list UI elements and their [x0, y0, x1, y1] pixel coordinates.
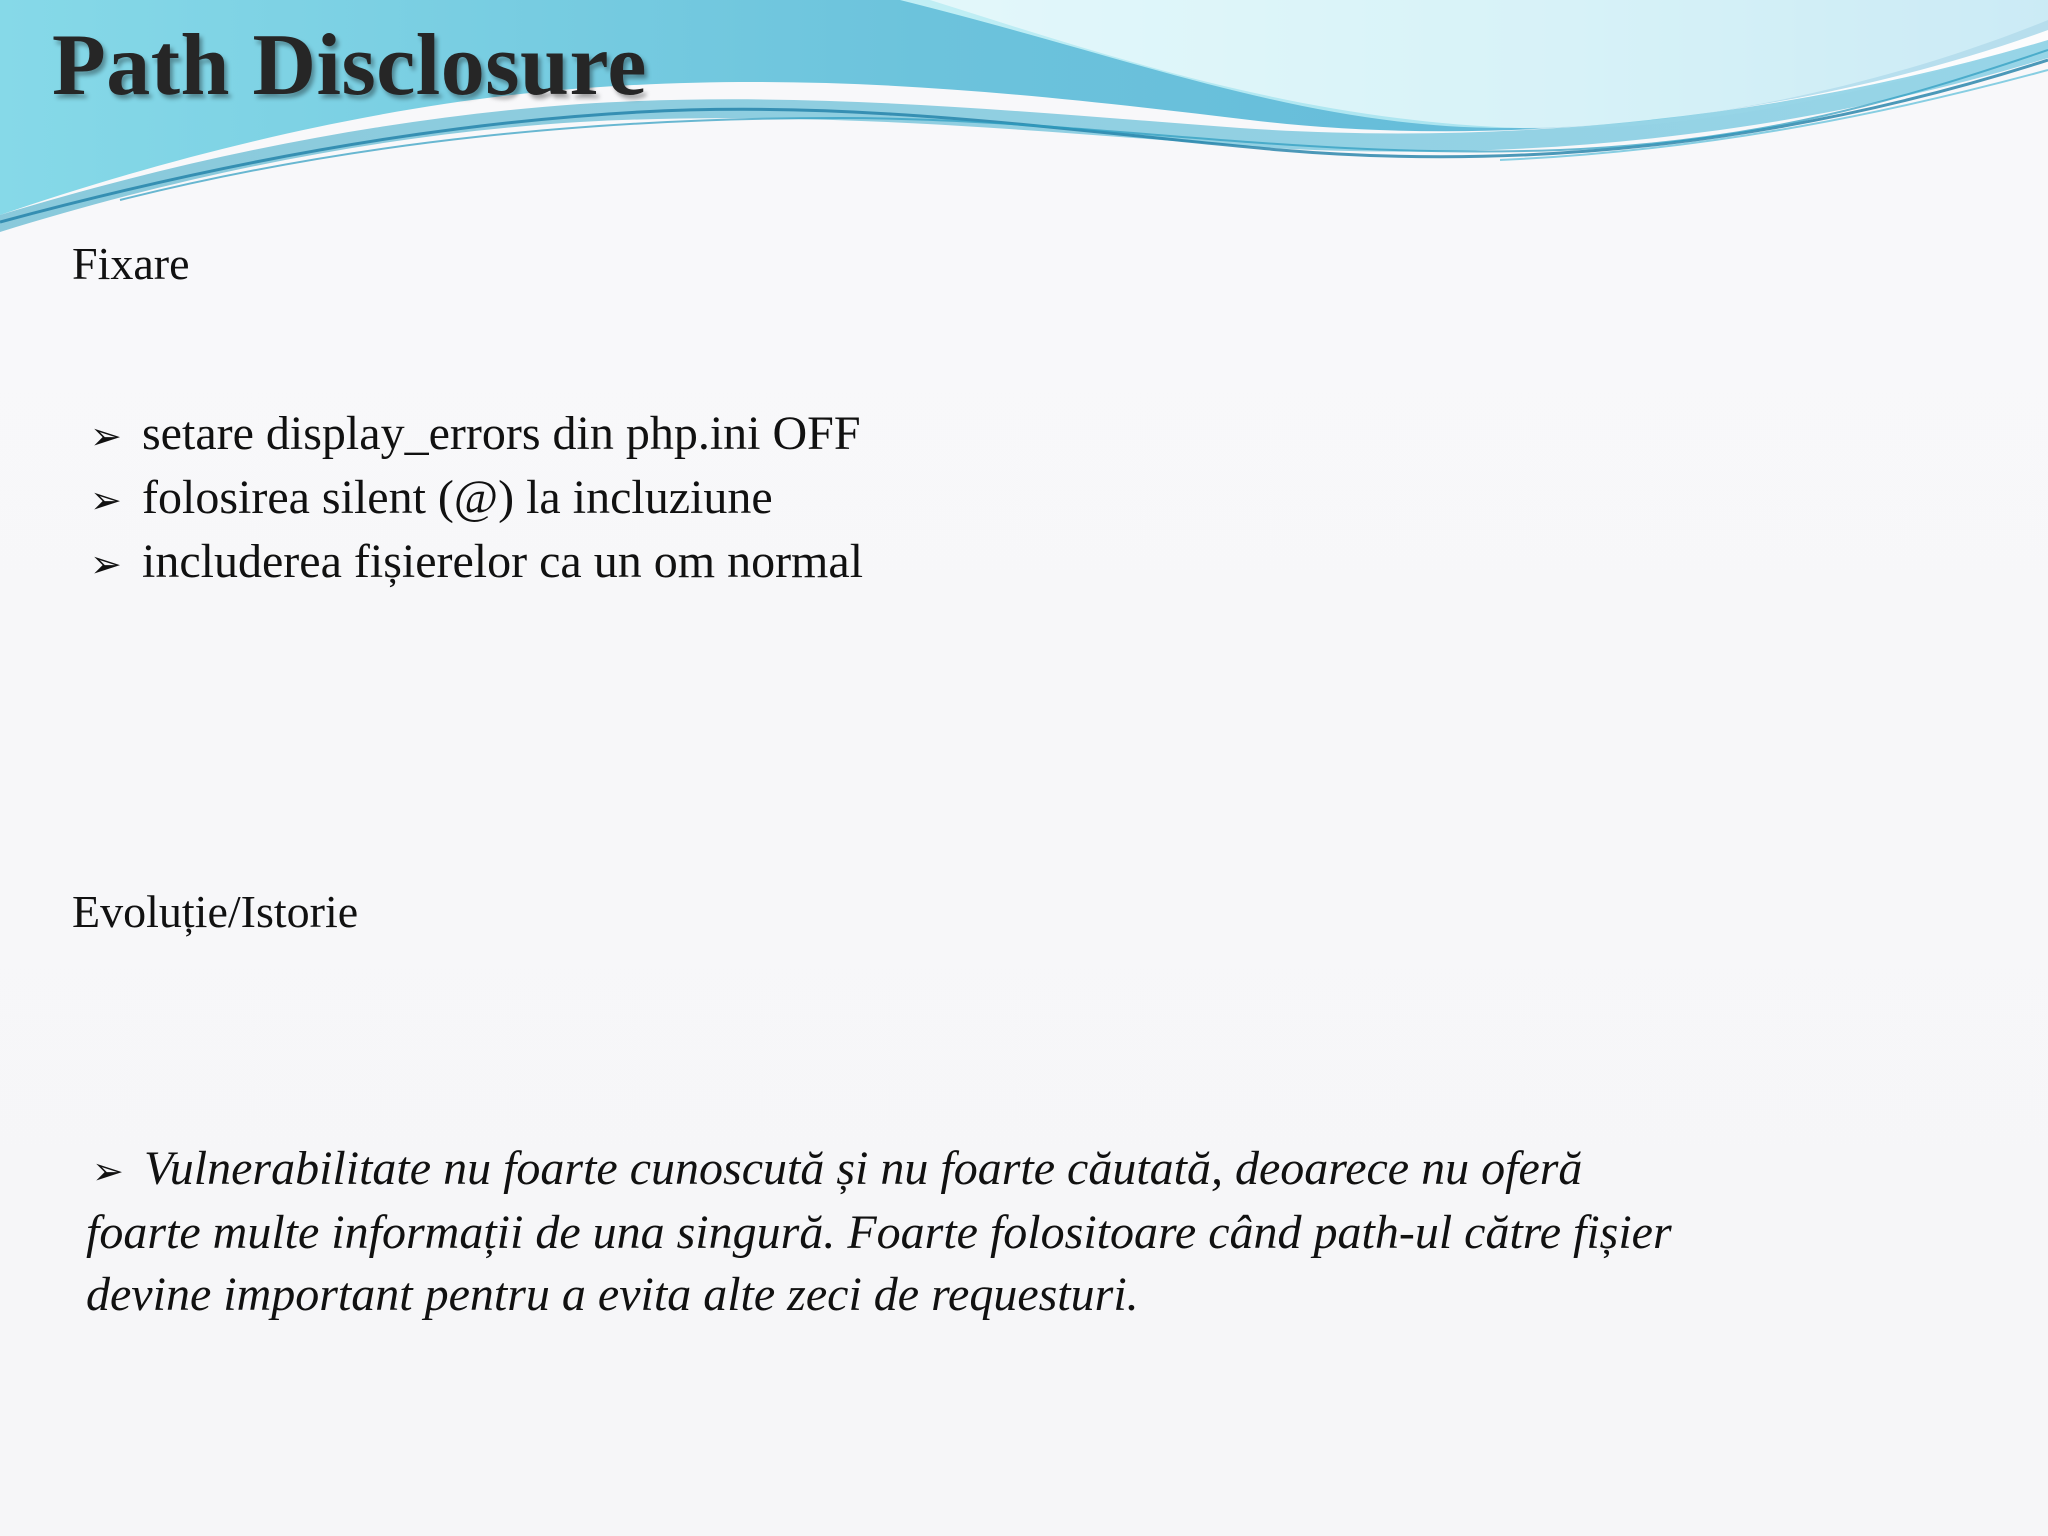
evolutie-paragraph-line: devine important pentru a evita alte zeci de requesturi.: [86, 1268, 1139, 1321]
arrow-bullet-icon: ➢: [90, 478, 122, 522]
evolutie-paragraph: [86, 1138, 1886, 1326]
fixare-bullet-item: [90, 403, 863, 467]
fixare-bullet-text: includerea fișierelor ca un om normal: [142, 535, 864, 588]
section-heading-fixare: Fixare: [72, 238, 190, 289]
arrow-bullet-icon: ➢: [90, 542, 122, 586]
fixare-bullet-text: folosirea silent (@) la incluziune: [142, 471, 773, 524]
fixare-bullet-item: [90, 531, 863, 595]
section-heading-evolutie: Evoluție/Istorie: [72, 886, 359, 937]
evolutie-paragraph-line: foarte multe informații de una singură. Foarte folositoare când path-ul către fișier: [86, 1206, 1672, 1259]
arrow-bullet-icon: ➢: [90, 414, 122, 458]
evolutie-paragraph-line: Vulnerabilitate nu foarte cunoscută și nu foarte căutată, deoarece nu oferă: [144, 1142, 1583, 1195]
fixare-bullet-list: [90, 403, 863, 595]
arrow-bullet-icon: ➢: [92, 1149, 124, 1193]
fixare-bullet-item: [90, 467, 863, 531]
fixare-bullet-text: setare display_errors din php.ini OFF: [142, 407, 861, 460]
slide-title: Path Disclosure: [52, 17, 647, 114]
